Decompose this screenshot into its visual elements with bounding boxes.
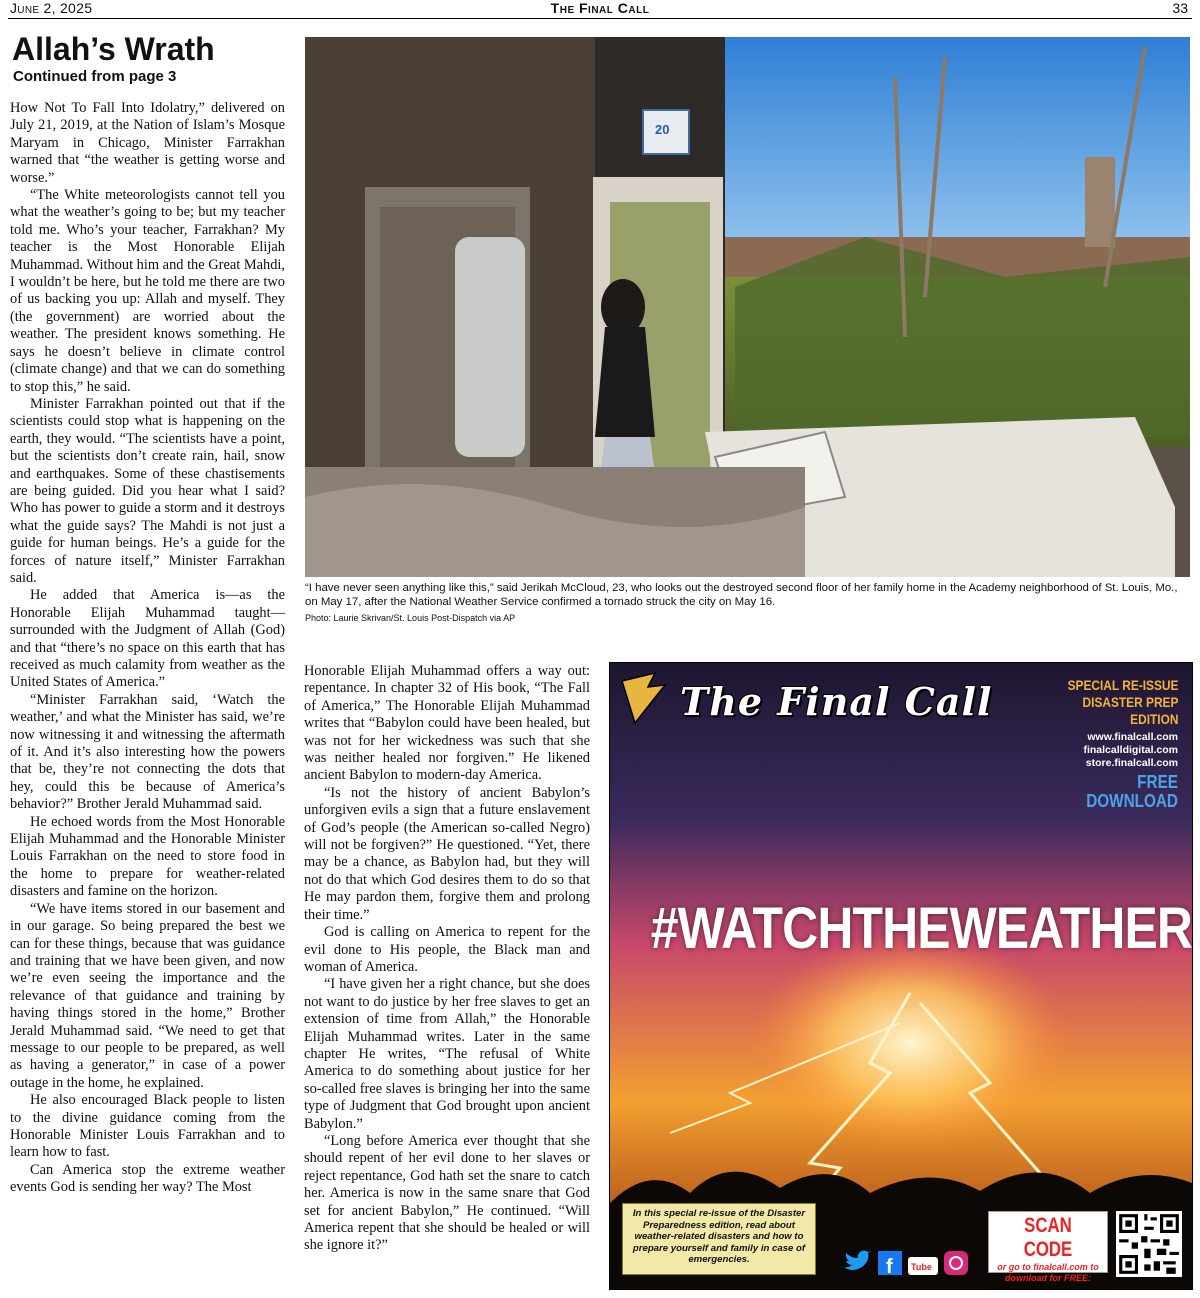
page-header (8, 0, 1192, 19)
instagram-icon (944, 1251, 968, 1275)
scan-code-instructions: or go to finalcall.com to download for FREE: (997, 1262, 1099, 1283)
paragraph: “Minister Farrakhan said, ‘Watch the weather,’ and what the Minister has said, we’re now witnessing it and witnessing the aftermath of it. And it’s also interesting how the powers that be, they’re not connecting the dots that hey, could this be because of America’s behavior?” Brother Jerald Muhammad said. (10, 691, 285, 813)
photo-credit: Photo: Laurie Skrivan/St. Louis Post-Dispatch via AP (305, 613, 516, 623)
website-links[interactable] (1083, 731, 1178, 770)
link-finalcall[interactable]: www.finalcall.com (1087, 731, 1178, 743)
special-reissue-label: SPECIAL RE-ISSUE DISASTER PREP EDITION (1067, 677, 1178, 727)
paragraph: He echoed words from the Most Honorable Elijah Muhammad and the Honorable Minister Louis Farrakhan on the need to store food in the home to prepare for weather-related disasters and famine on the horizon. (10, 813, 285, 900)
link-store[interactable]: store.finalcall.com (1085, 757, 1178, 769)
svg-text:Tube: Tube (911, 1262, 932, 1272)
article-column-1 (10, 100, 285, 1197)
issue-date: June 2, 2025 (10, 0, 93, 16)
paragraph: He also encouraged Black people to listen to the divine guidance coming from the Honorable Minister Louis Farrakhan and to learn how to fast. (10, 1092, 285, 1161)
photo-illustration (305, 37, 1190, 577)
link-finalcalldigital[interactable]: finalcalldigital.com (1083, 744, 1178, 756)
paragraph: Honorable Elijah Muhammad offers a way out: repentance. In chapter 32 of His book, “The Fall of America,” The Honorable Elijah Muhammad writes that “Babylon could have been healed, but was not for her wickedness was such that she was neither healed nor forgiven.” He likened ancient Babylon to modern-day America. (304, 663, 590, 784)
reissue-description-box: In this special re-issue of the Disaster Preparedness edition, read about weather-related disasters and how to prepare yourself and family in case of emergencies. (622, 1203, 816, 1275)
qr-code-icon (1116, 1211, 1182, 1277)
article-headline: Allah’s Wrath (12, 31, 215, 67)
paragraph: How Not To Fall Into Idolatry,” delivered on July 21, 2019, at the Nation of Islam’s Mosque Maryam in Chicago, Minister Farrakhan warned that “the weather is getting worse and worse.” (10, 100, 285, 186)
social-media-icons (842, 1249, 982, 1277)
paragraph: He added that America is—as the Honorable Elijah Muhammad taught—surrounded with the Judgment of Allah (God) and that “there’s no space on this earth that has received as much calamity from weather as the United States of America.” (10, 587, 285, 691)
paragraph: Minister Farrakhan pointed out that if the scientists could stop what is happening on the earth, they would. “The scientists have a point, but the scientists don’t create rain, hail, snow and earthquakes. Some of these chastisements are being guided. Did you hear what I said? Who has power to guide a storm and it destroys what the guide says? The Mahdi is not just a guide for human beings. He’s a guide for the forces of nature itself,” Minister Farrakhan said. (10, 395, 285, 586)
article-subhead: Continued from page 3 (13, 68, 177, 85)
final-call-logo: The Final Call (680, 679, 993, 724)
paper-name: The Final Call (550, 0, 650, 16)
scan-code-box (988, 1211, 1108, 1283)
page-number: 33 (1172, 0, 1188, 16)
disaster-prep-advertisement[interactable] (609, 662, 1193, 1290)
paragraph: “Is not the history of ancient Babylon’s unforgiven evils a sign that a future enslavement of God’s people (the American so-called Negro) will not be forgiven?” He questioned. “Yet, there may be a chance, as Babylon had, but they will not do that which God desires them to do so that He may pardon them, forgive them and prolong their time.” (304, 784, 590, 923)
qr-code[interactable] (1116, 1211, 1182, 1277)
free-download-label: FREE DOWNLOAD (1086, 772, 1178, 811)
hashtag-watch-the-weather: #WATCHTHEWEATHER (650, 896, 1193, 961)
twitter-icon (844, 1251, 872, 1271)
photo-caption: “I have never seen anything like this,” said Jerikah McCloud, 23, who looks out the destroyed second floor of her family home in the Academy neighborhood of St. Louis, Mo., on May 17, after the National Weather Service confirmed a tornado struck the city on May 16. (305, 582, 1178, 608)
paragraph: “I have given her a right chance, but she does not want to do justice by her free slaves to get an extension of time from Allah,” the Honorable Elijah Muhammad writes. Later in the same chapter He writes, “The refusal of White America to do something about justice for her so-called free slaves is bringing her into the same type of Judgment that God brought upon ancient Babylon.” (304, 976, 590, 1132)
paragraph: “We have items stored in our basement and in our garage. So being prepared the best we can for these things, because that was guidance and training that we have been given, and now we’re even seeing the importance and the relevance of that guidance and training by having things stored in the home,” Brother Jerald Muhammad said. “We need to get that message to our people to be prepared, as well as having a generator,” in case of a power outage in the home, he explained. (10, 900, 285, 1091)
paragraph: “The White meteorologists cannot tell you what the weather’s going to be; but my teacher told me. Who’s your teacher, Farrakhan? My teacher is the Most Honorable Elijah Muhammad. Without him and the Great Mahdi, I wouldn’t be here, but he told me there are two of us backing you up: Allah and myself. They (the government) are worried about the weather. The president knows something. He says he doesn’t believe in climate control (climate change) and that we can do something to stop this,” he said. (10, 187, 285, 395)
article-column-2 (304, 663, 590, 1255)
tornado-damage-photo (305, 37, 1190, 577)
paragraph: God is calling on America to repent for the evil done to His people, the Black man and woman of America. (304, 924, 590, 975)
sign-number: 20 (655, 122, 670, 137)
paragraph: “Long before America ever thought that she should repent of her evil done to her slaves or reject repentance, God hath set the snare to catch her. America is now in the same snare that God set for ancient Babylon,” He continued. “Will America repent that she should be healed or will she ignore it?” (304, 1132, 590, 1254)
svg-text:f: f (886, 1256, 893, 1277)
scan-code-label: SCAN CODE (1023, 1214, 1073, 1261)
paragraph: Can America stop the extreme weather events God is sending her way? The Most (10, 1161, 285, 1196)
